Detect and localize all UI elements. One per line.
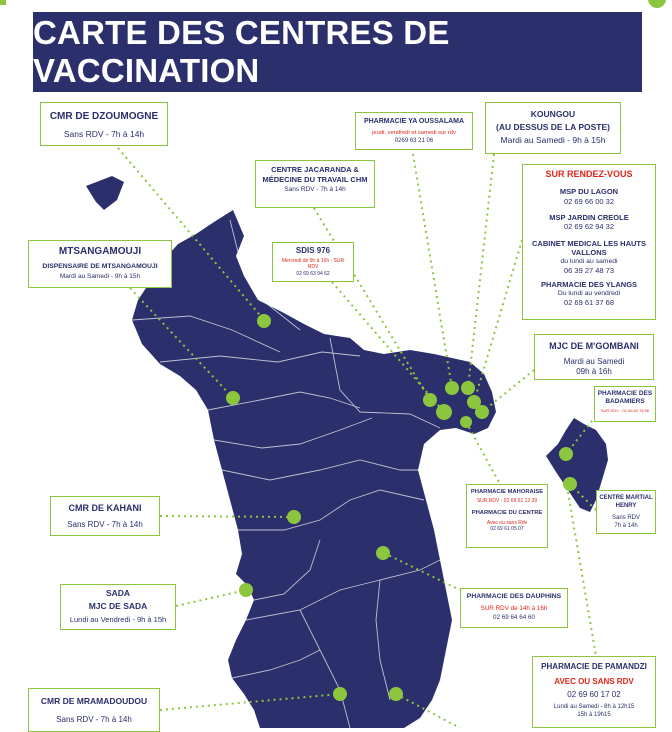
- list-item-days: du lundi au samedi: [560, 257, 618, 265]
- center-name: PHARMACIE YA OUSSALAMA: [363, 118, 465, 125]
- dot-mamoudzou-6: [475, 405, 489, 419]
- center-hours: Sans RDV - 7h à 14h: [284, 186, 346, 194]
- center-name: SDIS 976: [295, 246, 331, 255]
- center-name: CMR DE DZOUMOGNE: [49, 111, 159, 122]
- dot-south: [389, 687, 403, 701]
- center-hours-2: 15h à 19h15: [577, 711, 611, 718]
- center-hours: SUR RDV - 02 69 61 12 39: [476, 498, 538, 505]
- center-mahoraise-centre: [466, 484, 548, 548]
- list-item-name: CABINET MEDICAL LES HAUTS VALLONS: [531, 238, 647, 258]
- center-name: PHARMACIE DE PAMANDZI: [541, 662, 647, 671]
- center-hours: Sans RDV: [611, 515, 640, 521]
- dot-mamoudzou-2: [436, 404, 452, 420]
- center-hours: Sans RDV - 7h à 14h: [56, 714, 132, 724]
- dot-dauphins: [376, 546, 390, 560]
- list-item-name: PHARMACIE DES YLANGS: [540, 280, 638, 290]
- center-name: PHARMACIE MAHORAISE: [470, 489, 544, 495]
- center-mramadoudou: [28, 688, 160, 732]
- center-phone: 02 69 63 94 62: [296, 271, 330, 277]
- dot-kahani: [287, 510, 301, 524]
- center-dzoumogne: [40, 102, 168, 146]
- dot-badamiers: [559, 447, 573, 461]
- center-hours: SUR RDV - 02 69 62 78 56: [600, 408, 650, 414]
- main-island: [132, 210, 496, 728]
- center-name: SADA: [105, 588, 131, 598]
- dot-mamoudzou-4: [461, 381, 475, 395]
- center-hours: Mardi au Samedi - 9h à 15h: [59, 272, 141, 280]
- center-mgombani: [534, 334, 654, 380]
- center-hours: Sans RDV - 7h à 14h: [63, 128, 145, 139]
- dot-sada: [239, 583, 253, 597]
- center-martial-henry: [596, 490, 656, 534]
- center-koungou: [485, 102, 621, 154]
- center-name: CMR DE KAHANI: [68, 503, 142, 513]
- center-name: MTSANGAMOUJI: [58, 246, 142, 257]
- dot-mramadoudou: [333, 687, 347, 701]
- dot-mamoudzou-3: [445, 381, 459, 395]
- center-name: MJC DE M'GOMBANI: [549, 341, 639, 351]
- center-jacaranda: [255, 160, 375, 208]
- center-sdis: [272, 242, 354, 282]
- center-hours: Avec ou sans Rdv: [486, 519, 528, 526]
- dot-martial: [563, 477, 577, 491]
- center-hours-2: 7h à 14h: [614, 522, 638, 529]
- center-hours: jeudi, vendredi et samedi sur rdv: [372, 129, 456, 136]
- center-phone: 02 69 60 17 02: [567, 690, 621, 699]
- center-name: KOUNGOU: [530, 109, 576, 119]
- center-ya-oussalama: [355, 112, 473, 150]
- center-rdv: AVEC OU SANS RDV: [554, 677, 634, 686]
- center-dauphins: [460, 588, 568, 628]
- center-phone: 0269 63 21 06: [394, 137, 434, 144]
- sur-rendez-vous-list: [522, 164, 656, 320]
- page-title: CARTE DES CENTRES DE VACCINATION: [33, 14, 450, 89]
- center-name: PHARMACIE DU CENTRE: [471, 510, 543, 517]
- center-mtsangamouji: [28, 240, 172, 288]
- center-badamiers: [594, 386, 656, 422]
- list-item-phone: 02 69 66 00 32: [563, 196, 615, 206]
- center-name: CENTRE JACARANDA & MÉDECINE DU TRAVAIL CHM: [262, 165, 368, 185]
- list-item-name: MSP JARDIN CREOLE: [549, 213, 629, 222]
- list-item-phone: 02 69 62 94 32: [563, 222, 615, 232]
- center-hours: Lundi au Samedi - 8h à 12h15: [553, 704, 635, 710]
- center-phone: 02 69 61 05 07: [490, 525, 524, 532]
- section-heading: SUR RENDEZ-VOUS: [545, 169, 633, 179]
- title-banner: [33, 12, 642, 92]
- center-hours: Sans RDV - 7h à 14h: [67, 520, 143, 530]
- center-pamandzi: [532, 656, 656, 728]
- center-name: PHARMACIE DES DAUPHINS: [466, 593, 562, 600]
- list-item-phone: 06 39 27 48 73: [563, 265, 615, 275]
- center-name: CENTRE MARTIAL HENRY: [599, 495, 653, 509]
- list-item-name: MSP DU LAGON: [559, 187, 619, 197]
- list-item-days: Du lundi au vendredi: [557, 289, 621, 297]
- center-name: CMR DE MRAMADOUDOU: [40, 696, 148, 706]
- center-sada: [60, 584, 176, 630]
- dot-dzoumogne: [257, 314, 271, 328]
- center-name: PHARMACIE DES BADAMIERS: [597, 390, 653, 406]
- center-hours: Lundi au Vendredi - 9h à 15h: [69, 615, 167, 625]
- islet-north: [86, 176, 124, 210]
- center-subname: DISPENSAIRE DE MTSANGAMOUJI: [42, 262, 158, 270]
- center-hours: Mercredi de 9h à 16h - SUR RDV: [281, 258, 345, 270]
- dot-mtsangamouji: [226, 391, 240, 405]
- center-hours: SUR RDV de 14h à 16h: [480, 605, 548, 613]
- center-hours: Mardi au Samedi - 9h à 15h: [500, 135, 606, 146]
- center-address: (AU DESSUS DE LA POSTE): [496, 121, 610, 132]
- center-subname: MJC DE SADA: [88, 600, 148, 611]
- center-hours-2: 09h à 16h: [576, 367, 612, 377]
- list-item-phone: 02 69 61 37 68: [563, 298, 615, 308]
- center-kahani: [50, 496, 160, 536]
- dot-mamoudzou-1: [423, 393, 437, 407]
- center-phone: 02 69 64 64 60: [492, 614, 536, 622]
- dot-mamoudzou-7: [460, 416, 472, 428]
- center-hours: Mardi au Samedi: [563, 357, 625, 367]
